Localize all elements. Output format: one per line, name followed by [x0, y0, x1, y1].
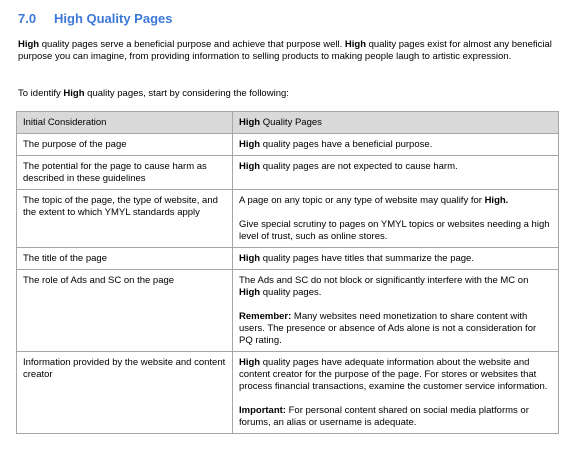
consideration-cell: The purpose of the page — [17, 134, 233, 156]
consideration-cell: The topic of the page, the type of website, and the extent to which YMYL standards apply — [17, 190, 233, 248]
cell-paragraph: The Ads and SC do not block or significantly interfere with the MC on High quality pages. — [239, 275, 529, 298]
bold-text: Important: — [239, 405, 286, 416]
bold-text: High — [239, 253, 261, 264]
bold-text: High. — [484, 195, 509, 206]
consideration-cell: The title of the page — [17, 248, 233, 270]
table-body — [17, 134, 559, 434]
instruction-paragraph — [18, 88, 558, 100]
column-header-high-quality — [233, 112, 559, 134]
table-row — [17, 134, 559, 156]
cell-paragraph: Important: For personal content shared on social media platforms or forums, an alias or username is adequate. — [239, 405, 529, 428]
cell-paragraph: High quality pages have titles that summarize the page. — [239, 253, 474, 264]
table-row — [17, 270, 559, 352]
section-number: 7.0 — [18, 11, 37, 26]
instruction-bold: High — [63, 88, 85, 99]
section-heading — [18, 11, 172, 27]
cell-paragraph: High quality pages are not expected to cause harm. — [239, 161, 458, 172]
cell-paragraph: A page on any topic or any type of website may qualify for High. — [239, 195, 509, 206]
table-header-row — [17, 112, 559, 134]
instruction-text-pre: To identify — [18, 88, 64, 99]
consideration-cell: The role of Ads and SC on the page — [17, 270, 233, 352]
section-title: High Quality Pages — [54, 11, 173, 26]
high-quality-cell — [233, 248, 559, 270]
cell-paragraph: High quality pages have a beneficial purpose. — [239, 139, 433, 150]
high-quality-cell — [233, 270, 559, 352]
intro-bold-high-2: High — [344, 39, 366, 50]
high-quality-cell — [233, 190, 559, 248]
high-quality-cell — [233, 156, 559, 190]
high-quality-cell — [233, 352, 559, 434]
bold-text: High — [239, 357, 261, 368]
column-header-consideration: Initial Consideration — [17, 112, 233, 134]
cell-paragraph: Remember: Many websites need monetization to share content with users. The presence or absence of Ads alone is not a consideration for PQ rating. — [239, 311, 537, 346]
header-bold-high: High — [239, 117, 261, 128]
header-text: Quality Pages — [260, 117, 322, 128]
bold-text: Remember: — [239, 311, 292, 322]
quality-table — [16, 111, 559, 434]
high-quality-cell — [233, 134, 559, 156]
intro-text-rest: quality pages exist for almost any beneficial purpose you can imagine, from providing information to selling products to making people laugh to artistic expression. — [18, 39, 552, 62]
intro-paragraph — [18, 39, 558, 63]
table-row — [17, 248, 559, 270]
cell-paragraph: High quality pages have adequate information about the website and content creator for the purpose of the page. For stores or websites that process financial transactions, examine the customer service information. — [239, 357, 548, 392]
consideration-cell: The potential for the page to cause harm as described in these guidelines — [17, 156, 233, 190]
bold-text: High — [239, 161, 261, 172]
intro-bold-high: High — [18, 39, 40, 50]
table-row — [17, 190, 559, 248]
bold-text: High — [239, 139, 261, 150]
instruction-text-post: quality pages, start by considering the following: — [84, 88, 289, 99]
consideration-cell: Information provided by the website and content creator — [17, 352, 233, 434]
table-row — [17, 352, 559, 434]
bold-text: High — [239, 287, 261, 298]
intro-text: quality pages serve a beneficial purpose and achieve that purpose well. — [39, 39, 345, 50]
cell-paragraph: Give special scrutiny to pages on YMYL topics or websites needing a high level of trust, such as online stores. — [239, 219, 550, 242]
table-row — [17, 156, 559, 190]
